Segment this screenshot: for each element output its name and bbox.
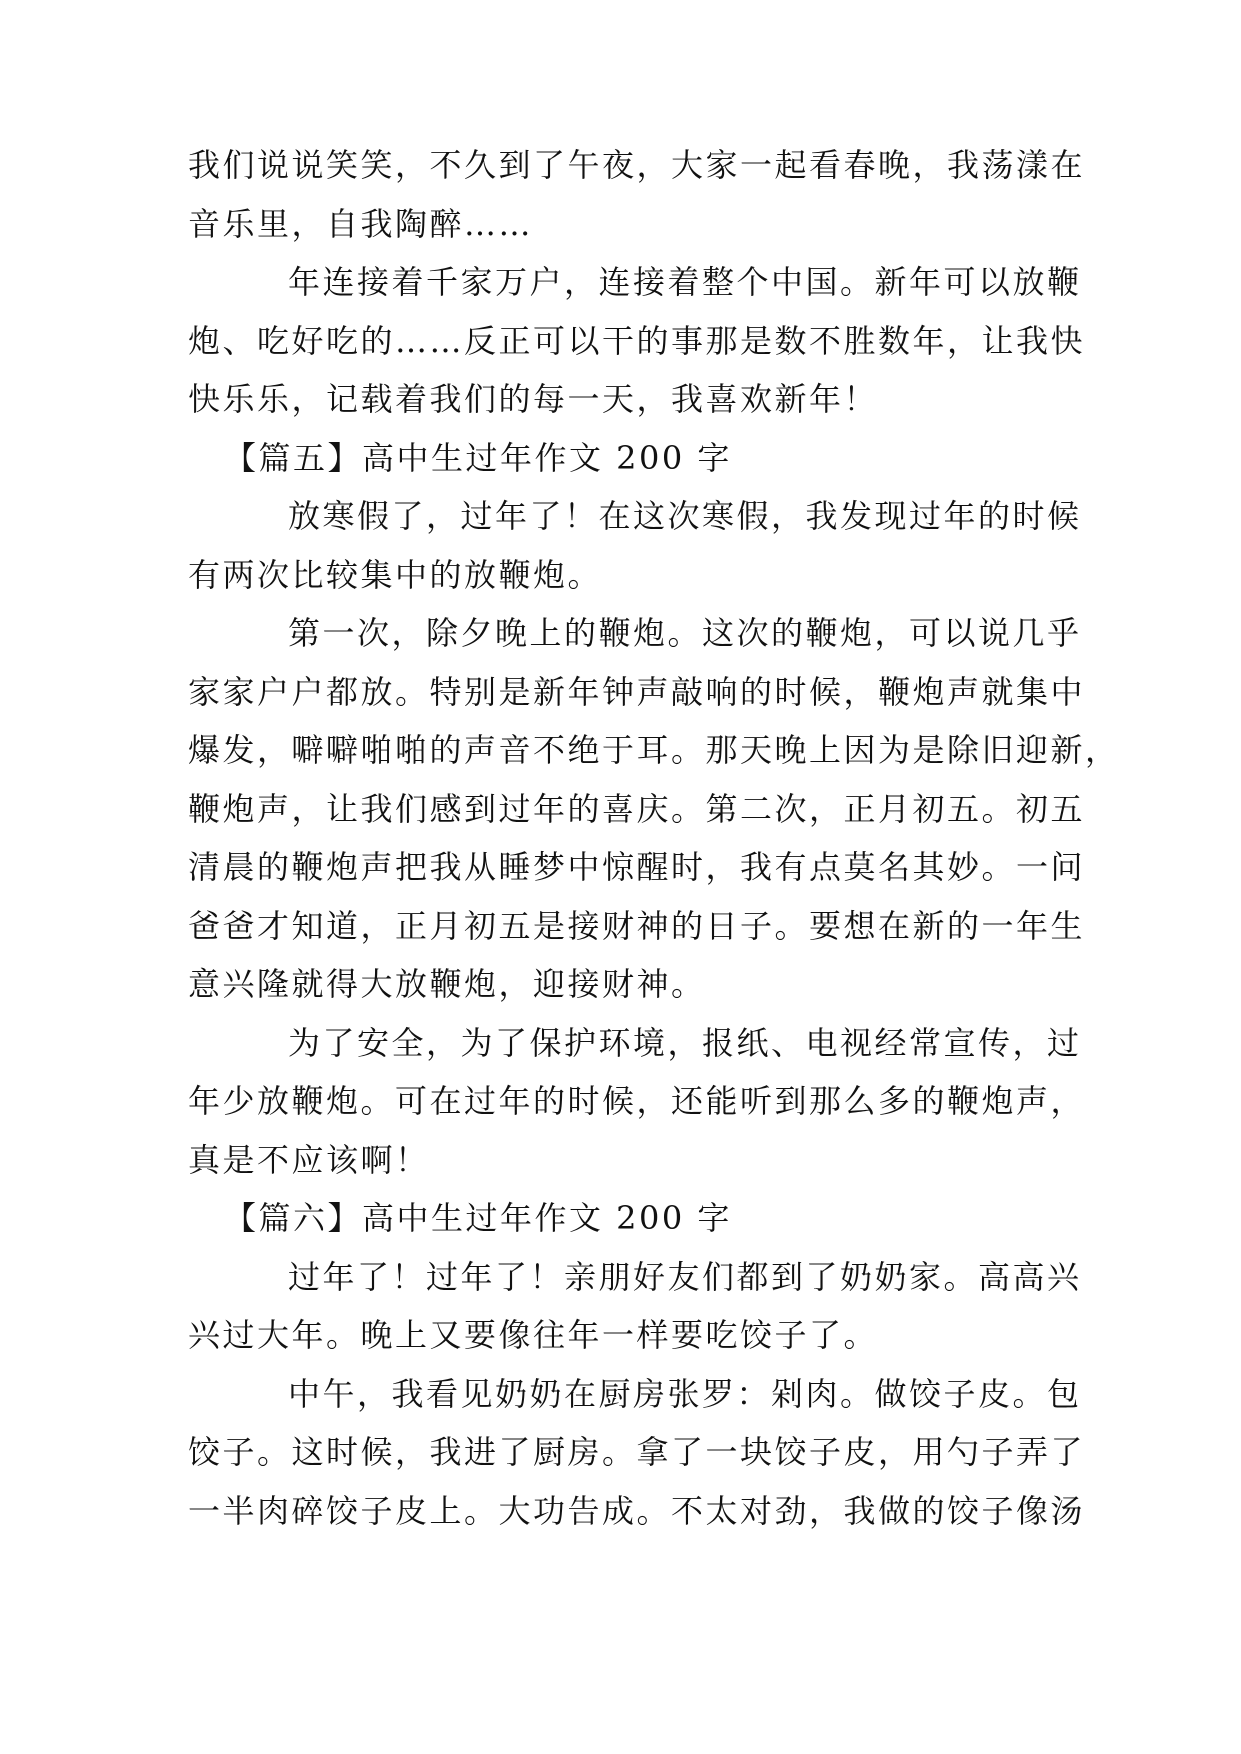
text-line: 第一次，除夕晚上的鞭炮。这次的鞭炮，可以说几乎 bbox=[288, 614, 1082, 652]
text-line: 为了安全，为了保护环境，报纸、电视经常宣传，过 bbox=[288, 1023, 1082, 1062]
text-line: 放寒假了，过年了！在这次寒假，我发现过年的时候 bbox=[288, 497, 1082, 535]
essay-text bbox=[188, 136, 1120, 1540]
text-line: 我们说说笑笑，不久到了午夜，大家一起看春晚，我荡漾在 bbox=[188, 146, 1086, 184]
text-line: 爸爸才知道，正月初五是接财神的日子。要想在新的一年生 bbox=[188, 906, 1086, 945]
text-line: 有两次比较集中的放鞭炮。 bbox=[188, 555, 603, 594]
text-line: 意兴隆就得大放鞭炮，迎接财神。 bbox=[188, 965, 706, 1003]
text-line: 真是不应该啊！ bbox=[188, 1140, 430, 1179]
text-line: 音乐里，自我陶醉…… bbox=[188, 204, 534, 243]
text-line: 中午，我看见奶奶在厨房张罗：剁肉。做饺子皮。包 bbox=[288, 1374, 1082, 1413]
text-line: 爆发，噼噼啪啪的声音不绝于耳。那天晚上因为是除旧迎新， bbox=[188, 731, 1120, 769]
text-line: 鞭炮声，让我们感到过年的喜庆。第二次，正月初五。初五 bbox=[188, 789, 1086, 828]
text-line: 兴过大年。晚上又要像往年一样要吃饺子了。 bbox=[188, 1316, 879, 1354]
text-line: 一半肉碎饺子皮上。大功告成。不太对劲，我做的饺子像汤 bbox=[188, 1491, 1086, 1530]
text-line: 清晨的鞭炮声把我从睡梦中惊醒时，我有点莫名其妙。一问 bbox=[188, 848, 1086, 886]
text-line: 年连接着千家万户，连接着整个中国。新年可以放鞭 bbox=[288, 263, 1082, 301]
text-line: 炮、吃好吃的……反正可以干的事那是数不胜数年，让我快 bbox=[188, 321, 1086, 360]
text-line: 家家户户都放。特别是新年钟声敲响的时候，鞭炮声就集中 bbox=[188, 672, 1086, 711]
text-line: 年少放鞭炮。可在过年的时候，还能听到那么多的鞭炮声， bbox=[188, 1082, 1086, 1120]
section-heading: 【篇五】高中生过年作文 200 字 bbox=[224, 438, 732, 477]
section-heading: 【篇六】高中生过年作文 200 字 bbox=[224, 1199, 732, 1237]
text-line: 饺子。这时候，我进了厨房。拿了一块饺子皮，用勺子弄了 bbox=[188, 1433, 1086, 1471]
text-line: 过年了！过年了！亲朋好友们都到了奶奶家。高高兴 bbox=[288, 1257, 1082, 1296]
text-line: 快乐乐，记载着我们的每一天，我喜欢新年！ bbox=[188, 380, 879, 418]
